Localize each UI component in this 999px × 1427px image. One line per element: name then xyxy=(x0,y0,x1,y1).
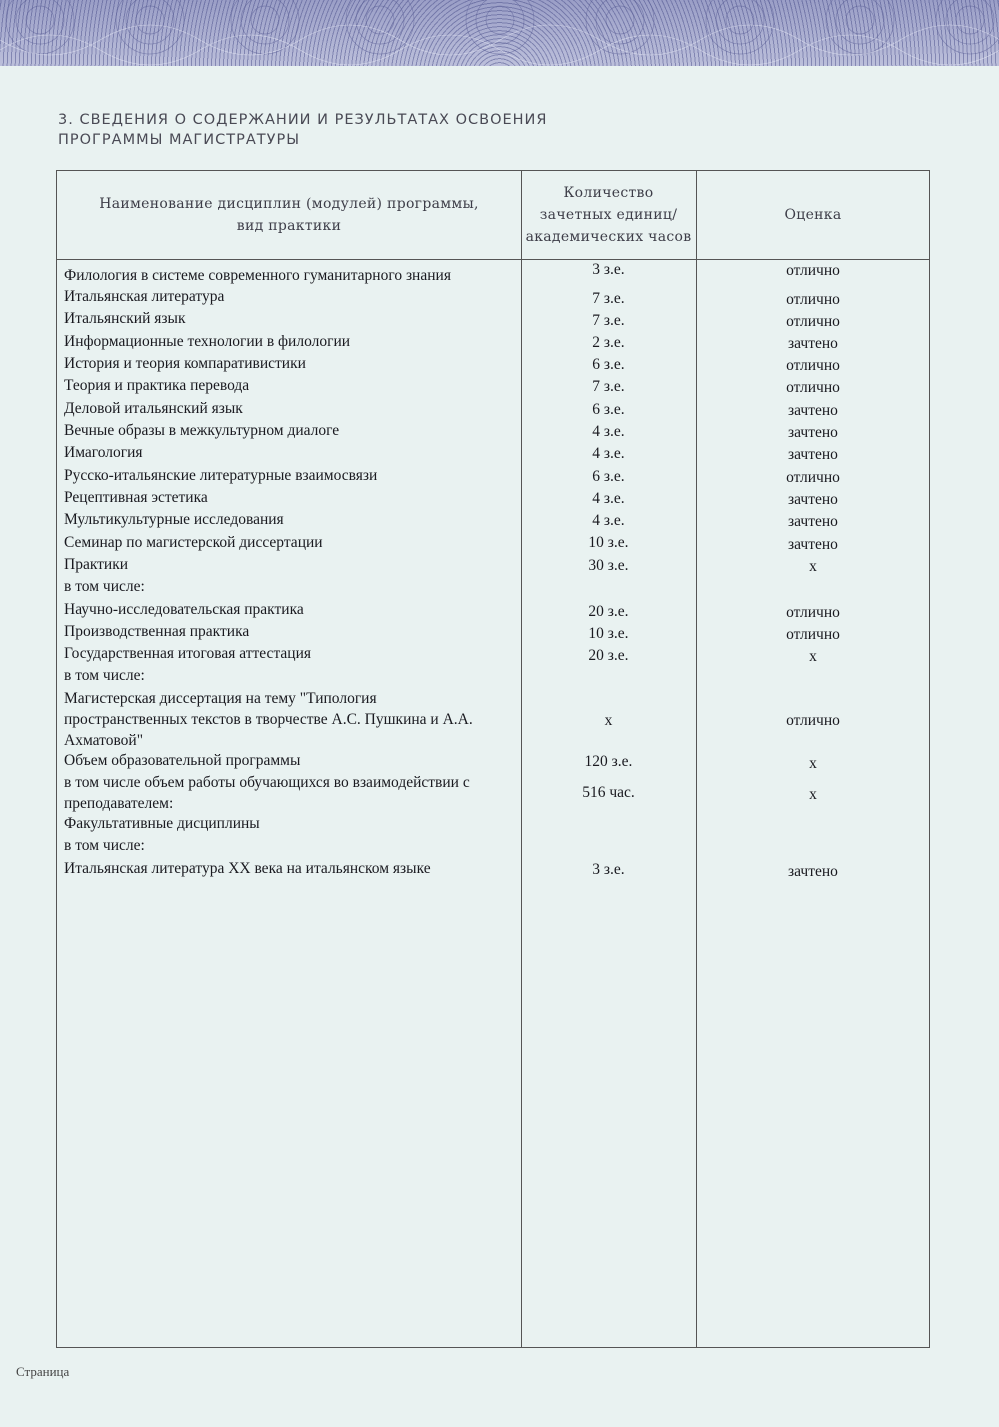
header-grade: Оценка xyxy=(784,207,842,223)
header-credits: Количество зачетных единиц/ академических часов xyxy=(525,185,692,245)
guilloche-border xyxy=(0,0,999,66)
results-table: Наименование дисциплин (модулей) программы, вид практики Количество зачетных единиц/ академических часов Оценка Филология в системе современного гуманитарного знания 3 з.е. отлично Итальянская литература 7 з.е. отлично Итальянский язык 7 з.е. отлично Информационные технологии в филологии 2 з.е. зачтено История и теория компаративистики 6 з.е. отлично Теория и практика перевода 7 з.е. отлично Деловой итальянский язык 6 з.е. зачтено Вечные образы в межкультурном диалоге 4 з.е. зачтено Имагология 4 з.е. зачтено Русско-итальянские литературные взаимосвязи 6 з.е. отлично Рецептивная эстетика 4 з.е. зачтено Мультикультурные исследования 4 з.е. зачтено Семинар по магистерской диссертации 10 з.е. зачтено Практики 30 з.е. x в том числе: Научно-исследовательская практика 20 з.е. отлично Производственная практика 10 з.е. отлично Государственная итоговая аттестация 20 з.е. x в том числе: Магистерская диссертация на тему "Типология пространственных текстов в творчестве А.С. Пушкина и А.А. Ахматовой" x отлично Объем образовательной программы 120 з.е. x в том числе объем работы обучающихся во взаимодействии с преподавателем: 516 час. x Факультативные дисциплины в том числе: Итальянская литература XX века на итальянском языке 3 з.е. зачтено xyxy=(56,170,930,1348)
contact-hours-label: в том числе объем работы обучающихся во взаимодействии с преподавателем: xyxy=(64,774,470,812)
header-discipline: Наименование дисциплин (модулей) программы, вид практики xyxy=(99,196,479,234)
guilloche-pattern-icon xyxy=(0,0,999,66)
section-title xyxy=(58,110,658,150)
section-title-line1: 3. СВЕДЕНИЯ О СОДЕРЖАНИИ И РЕЗУЛЬТАТАХ ОСВОЕНИЯ xyxy=(58,112,548,128)
thesis-title: Магистерская диссертация на тему "Типология пространственных текстов в творчестве А.С. Пушкина и А.А. Ахматовой" xyxy=(64,690,473,749)
section-title-line2: ПРОГРАММЫ МАГИСТРАТУРЫ xyxy=(58,132,300,148)
page-label: Страница xyxy=(16,1364,70,1379)
